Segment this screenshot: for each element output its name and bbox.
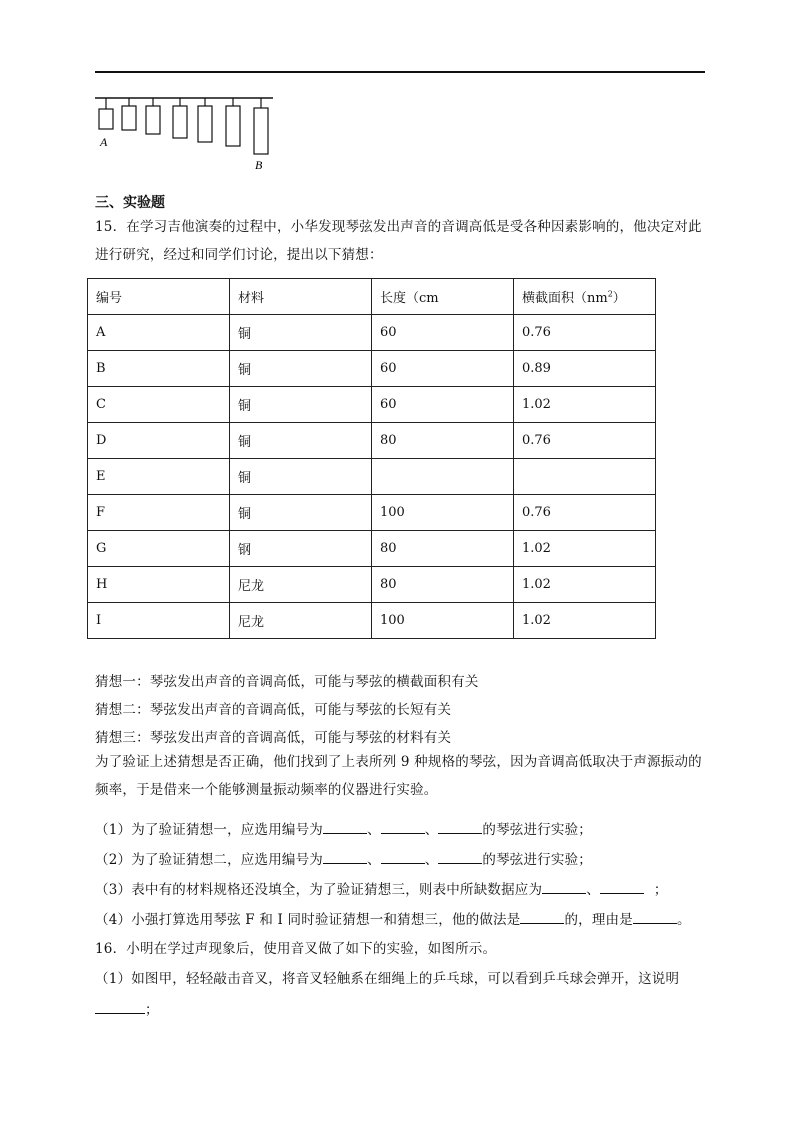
table-row [88,531,656,567]
table-row [88,567,656,603]
table-header-cell: 编号 [88,279,230,315]
table-cell: A [88,315,230,351]
guess-1: 猜想一：琴弦发出声音的音调高低，可能与琴弦的横截面积有关 [95,674,479,690]
answer-blank[interactable] [520,909,564,924]
q15-sub-4: （4）小强打算选用琴弦 F 和 I 同时验证猜想一和猜想三，他的做法是 的，理由是 。 [95,908,691,928]
table-cell: 铜 [230,495,372,531]
q15-sub-1: （1）为了验证猜想一，应选用编号为 、 、 的琴弦进行实验； [95,818,592,838]
table-cell: F [88,495,230,531]
table-cell: 80 [372,423,514,459]
table-cell-empty [514,459,656,495]
table-cell: E [88,459,230,495]
table-row [88,459,656,495]
verify-paragraph: 为了验证上述猜想是否正确，他们找到了上表所列 9 种规格的琴弦，因为音调高低取决于声源振动的频率，于是借来一个能够测量振动频率的仪器进行实验。 [95,754,702,798]
table-cell: 100 [372,495,514,531]
table-cell: 1.02 [514,603,656,639]
table-cell: 60 [372,351,514,387]
table-header-row [88,279,656,315]
table-row [88,603,656,639]
table-cell: 尼龙 [230,567,372,603]
guess-2: 猜想二：琴弦发出声音的音调高低，可能与琴弦的长短有关 [95,702,452,718]
table-cell: 铜 [230,423,372,459]
table-cell: 铜 [230,315,372,351]
q15-intro: 15．在学习吉他演奏的过程中，小华发现琴弦发出声音的音调高低是受各种因素影响的，他决定对此进行研究，经过和同学们讨论，提出以下猜想： [95,219,702,263]
table-row [88,495,656,531]
answer-blank[interactable] [542,879,586,894]
top-rule [95,71,705,73]
answer-blank[interactable] [381,819,425,834]
table-row [88,423,656,459]
q16-sub-1: （1）如图甲，轻轻敲击音叉，将音叉轻触系在细绳上的乒乓球，可以看到乒乓球会弹开，这说明 [95,971,680,987]
section-title: 三、实验题 [95,195,165,211]
answer-blank[interactable] [438,819,482,834]
table-cell: H [88,567,230,603]
answer-blank[interactable] [323,819,367,834]
figure-label-b: B [255,158,263,172]
table-cell: B [88,351,230,387]
table-header-cell-area: 横截面积$(nm^2)$ [514,279,656,315]
hanging-strings-figure [95,92,285,182]
table-cell: 1.02 [514,387,656,423]
q15-sub-3: （3）表中有的材料规格还没填全，为了验证猜想三，则表中所缺数据应为 、 ； [95,878,668,898]
table-cell: 铜 [230,459,372,495]
table-cell: 1.02 [514,531,656,567]
answer-blank[interactable] [438,849,482,864]
string-spec-table [87,278,656,639]
table-cell: G [88,531,230,567]
table-cell: 0.89 [514,351,656,387]
table-cell: 铜 [230,351,372,387]
table-row [88,315,656,351]
table-cell: 80 [372,567,514,603]
table-cell: C [88,387,230,423]
guess-3: 猜想三：琴弦发出声音的音调高低，可能与琴弦的材料有关 [95,730,452,746]
table-cell: 100 [372,603,514,639]
table-header-cell: 长度（cm [372,279,514,315]
table-cell: D [88,423,230,459]
table-cell: 1.02 [514,567,656,603]
answer-blank[interactable] [633,909,677,924]
answer-blank[interactable] [600,879,644,894]
table-cell: 铜 [230,387,372,423]
answer-blank[interactable] [323,849,367,864]
answer-blank[interactable] [381,849,425,864]
figure-label-a: A [100,135,108,149]
table-row [88,351,656,387]
table-row [88,387,656,423]
table-cell-empty [372,459,514,495]
table-cell: 钢 [230,531,372,567]
q15-sub-2: （2）为了验证猜想二，应选用编号为 、 、 的琴弦进行实验； [95,848,592,868]
answer-blank[interactable] [95,999,145,1014]
table-cell: 尼龙 [230,603,372,639]
table-cell: 0.76 [514,423,656,459]
q16-intro: 16．小明在学过声现象后，使用音叉做了如下的实验，如图所示。 [95,941,497,957]
table-cell: 0.76 [514,495,656,531]
table-cell: 80 [372,531,514,567]
table-cell: 60 [372,387,514,423]
table-cell: 0.76 [514,315,656,351]
table-header-cell: 材料 [230,279,372,315]
q16-sub-1-answer: ； [95,998,159,1018]
table-cell: 60 [372,315,514,351]
table-cell: I [88,603,230,639]
